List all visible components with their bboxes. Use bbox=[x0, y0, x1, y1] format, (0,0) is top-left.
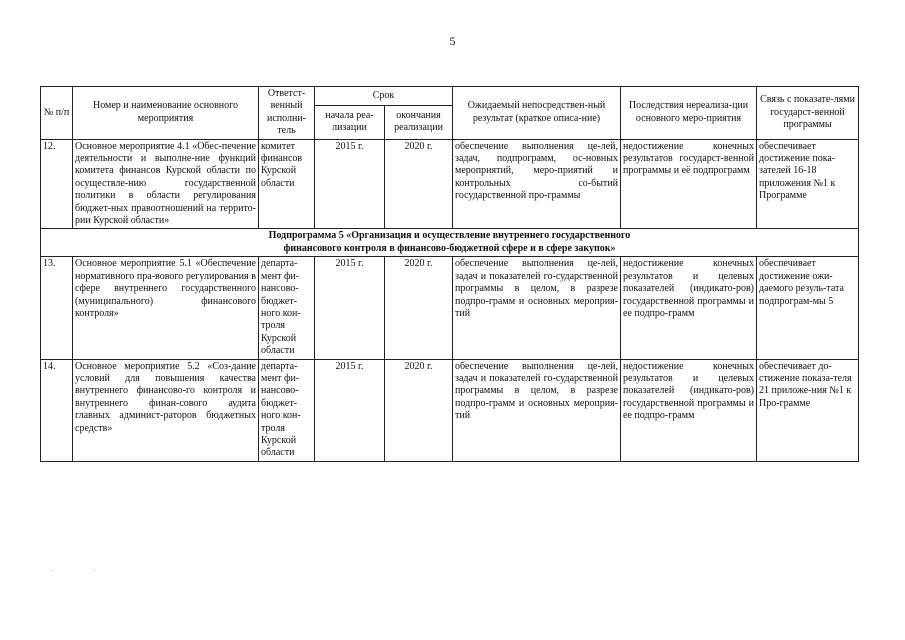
header-start: начала реа-лизации bbox=[315, 105, 385, 139]
cell-name: Основное мероприятие 4.1 «Обес-печение деятельности и выполне-ние функций комитета финансов Курской области по осуществле-нию государственной политики в области регулирования бюджет-ных правоотношений на террито-рии Курской области» bbox=[73, 139, 259, 229]
cell-link: обеспечивает достижение пока-зателей 16-18 приложения №1 к Программе bbox=[757, 139, 859, 229]
cell-num: 12. bbox=[41, 139, 73, 229]
cell-end: 2020 г. bbox=[385, 359, 453, 461]
cell-end: 2020 г. bbox=[385, 139, 453, 229]
page-number: 5 bbox=[449, 34, 456, 48]
cell-consequences: недостижение конечных результатов и целевых показателей (индикато-ров) государственной программы и ее подпро-грамм bbox=[621, 359, 757, 461]
cell-expected: обеспечение выполнения це-лей, задач и показателей го-сударственной программы в целом, в разрезе подпро-грамм и основных мероприя-тий bbox=[453, 359, 621, 461]
cell-responsible: департа-мент фи-нансово-бюджет-ного кон-троля Курской области bbox=[259, 257, 315, 359]
header-responsible: Ответст-венный исполни-тель bbox=[259, 87, 315, 140]
header-term: Срок bbox=[315, 87, 453, 106]
subprogram-5-row bbox=[41, 229, 859, 257]
header-name: Номер и наименование основного мероприятия bbox=[73, 87, 259, 140]
cell-start: 2015 г. bbox=[315, 257, 385, 359]
cell-num: 13. bbox=[41, 257, 73, 359]
header-indicator-link: Связь с показате-лями государст-венной программы bbox=[757, 87, 859, 140]
subprogram-5-line2: финансового контроля в финансово-бюджетной сфере и в сфере закупок» bbox=[283, 242, 616, 254]
scan-artifact: ·· bbox=[50, 565, 136, 575]
header-num: № п/п bbox=[41, 87, 73, 140]
cell-expected: обеспечение выполнения це-лей, задач, подпрограмм, ос-новных мероприятий, меро-приятий и контрольных со-бытий государственной про-граммы bbox=[453, 139, 621, 229]
table-row-13 bbox=[41, 257, 859, 359]
table-row-12 bbox=[41, 139, 859, 229]
header-end: окончания реализации bbox=[385, 105, 453, 139]
cell-consequences: недостижение конечных результатов и целевых показателей (индикато-ров) государственной программы и ее подпро-грамм bbox=[621, 257, 757, 359]
program-activities-table bbox=[40, 86, 859, 462]
cell-num: 14. bbox=[41, 359, 73, 461]
header-consequences: Последствия нереализа-ции основного меро-приятия bbox=[621, 87, 757, 140]
cell-responsible: комитет финансов Курской области bbox=[259, 139, 315, 229]
subprogram-5-line1: Подпрограмма 5 «Организация и осуществление внутреннего государственного bbox=[268, 230, 631, 242]
header-row bbox=[41, 87, 859, 106]
cell-responsible: департа-мент фи-нансово-бюджет-ного кон-троля Курской области bbox=[259, 359, 315, 461]
cell-start: 2015 г. bbox=[315, 359, 385, 461]
cell-start: 2015 г. bbox=[315, 139, 385, 229]
cell-link: обеспечивает до-стижение показа-теля 21 приложе-ния №1 к Про-грамме bbox=[757, 359, 859, 461]
cell-name: Основное мероприятие 5.1 «Обеспечение нормативного пра-вового регулирования в сфере внутреннего государственного (муниципального) финансового контроля» bbox=[73, 257, 259, 359]
cell-name: Основное мероприятие 5.2 «Соз-дание условий для повышения качества внутреннего финансово-го контроля и внутреннего финан-сового аудита главных админист-раторов бюджетных средств» bbox=[73, 359, 259, 461]
cell-link: обеспечивает достижение ожи-даемого резуль-тата подпрограм-мы 5 bbox=[757, 257, 859, 359]
cell-consequences: недостижение конечных результатов государст-венной программы и её подпрограмм bbox=[621, 139, 757, 229]
header-expected-result: Ожидаемый непосредствен-ный результат (краткое описа-ние) bbox=[453, 87, 621, 140]
table-row-14 bbox=[41, 359, 859, 461]
cell-end: 2020 г. bbox=[385, 257, 453, 359]
cell-expected: обеспечение выполнения це-лей, задач и показателей го-сударственной программы в целом, в разрезе подпро-грамм и основных мероприя-тий bbox=[453, 257, 621, 359]
subprogram-5-title bbox=[41, 229, 859, 257]
